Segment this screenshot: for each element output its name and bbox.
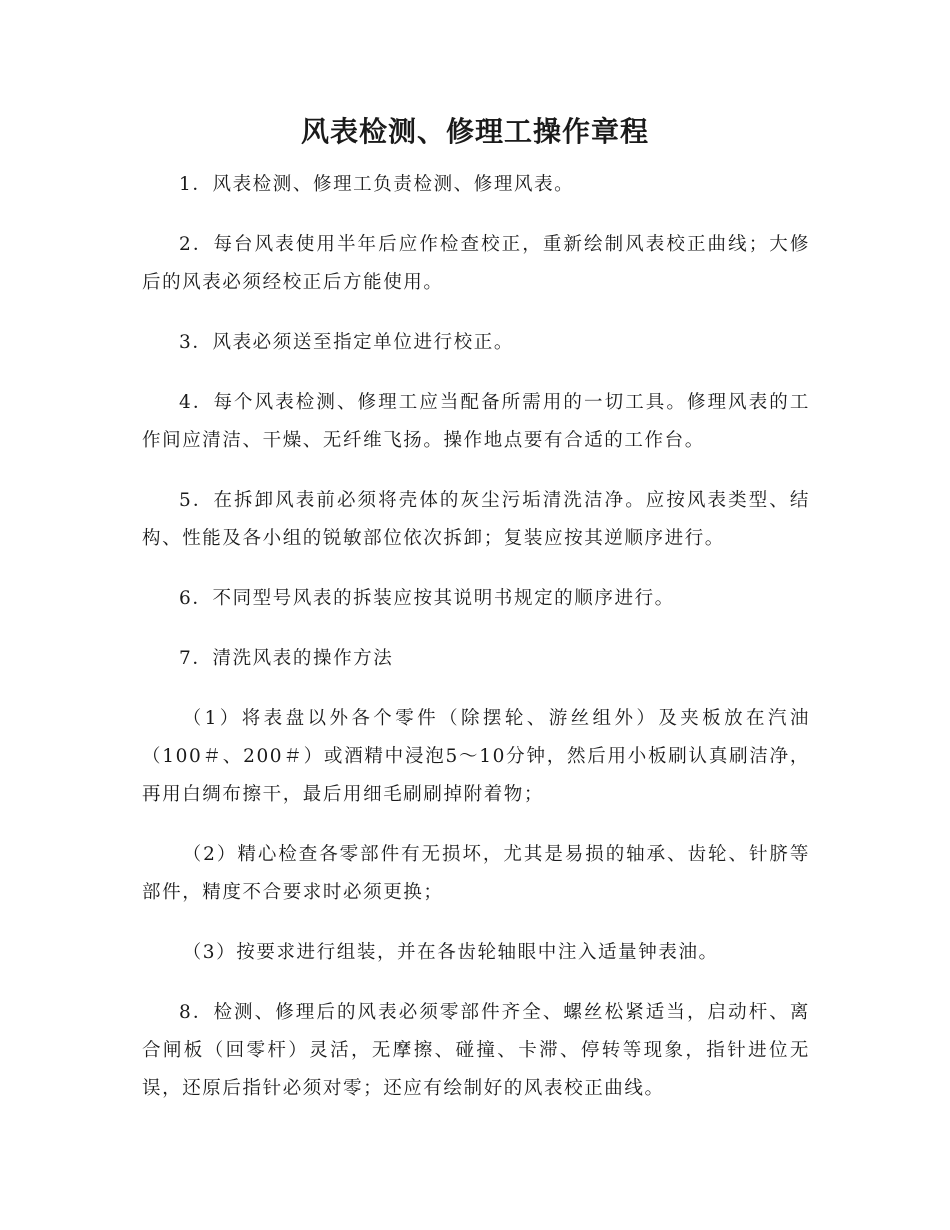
paragraph-3: 3．风表必须送至指定单位进行校正。 — [179, 332, 514, 353]
paragraph-5: 5．在拆卸风表前必须将壳体的灰尘污垢清洗洁净。应按风表类型、结构、性能及各小组的锐敏部位依次拆卸；复装应按其逆顺序进行。 — [142, 490, 810, 549]
sub-item-2: （2）精心检查各零部件有无损坏，尤其是易损的轴承、齿轮、针脐等部件，精度不合要求时必须更换； — [142, 844, 810, 903]
paragraph-6: 6．不同型号风表的拆装应按其说明书规定的顺序进行。 — [179, 588, 675, 609]
paragraph-4: 4．每个风表检测、修理工应当配备所需用的一切工具。修理风表的工作间应清洁、干燥、无纤维飞扬。操作地点要有合适的工作台。 — [142, 392, 810, 451]
paragraph-1: 1．风表检测、修理工负责检测、修理风表。 — [179, 174, 575, 195]
document-body — [142, 166, 810, 1130]
document-title: 风表检测、修理工操作章程 — [300, 115, 649, 148]
paragraph-2: 2．每台风表使用半年后应作检查校正，重新绘制风表校正曲线；大修后的风表必须经校正后方能使用。 — [142, 234, 810, 293]
paragraph-7: 7．清洗风表的操作方法 — [179, 648, 394, 669]
sub-item-3: （3）按要求进行组装，并在各齿轮轴眼中注入适量钟表油。 — [182, 942, 719, 963]
sub-item-1: （1）将表盘以外各个零件（除摆轮、游丝组外）及夹板放在汽油（100＃、200＃）或酒精中浸泡5～10分钟，然后用小板刷认真刷洁净，再用白绸布擦干，最后用细毛刷刷掉附着物； — [142, 708, 810, 805]
paragraph-8: 8．检测、修理后的风表必须零部件齐全、螺丝松紧适当，启动杆、离合闸板（回零杆）灵活，无摩擦、碰撞、卡滞、停转等现象，指针进位无误，还原后指针必须对零；还应有绘制好的风表校正曲线。 — [142, 1002, 810, 1099]
